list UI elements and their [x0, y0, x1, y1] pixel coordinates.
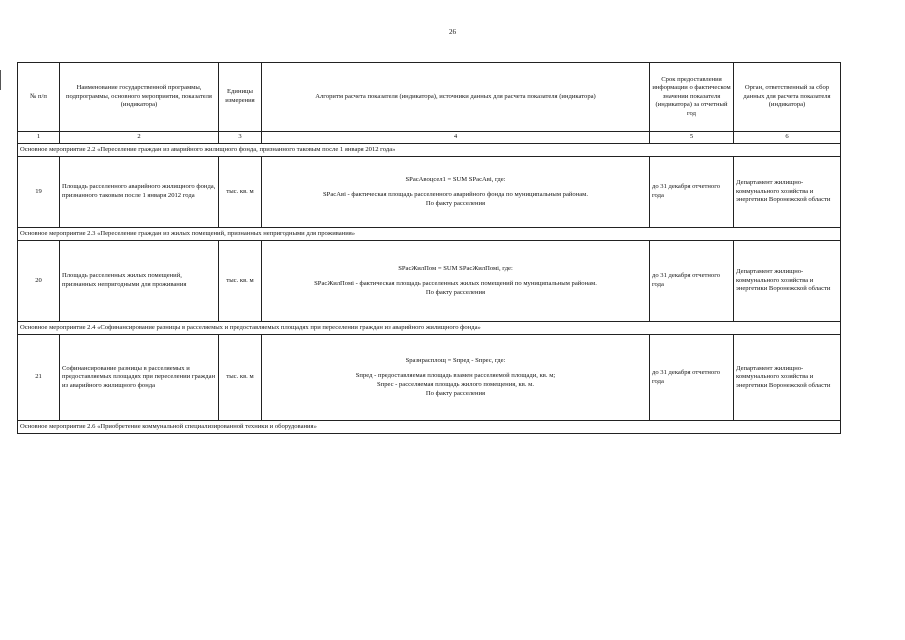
formula-description-2: Sпрес - расселяемая площадь жилого помещения, кв. м. — [377, 381, 534, 388]
header-algorithm: Алгоритм расчета показателя (индикатора), источники данных для расчета показателя (индикатора) — [262, 63, 650, 132]
responsible-org: Департамент жилищно-коммунального хозяйства и энергетики Воронежской области — [734, 241, 841, 322]
section-row — [18, 421, 841, 434]
section-row — [18, 144, 841, 157]
section-row — [18, 228, 841, 241]
column-number: 6 — [734, 132, 841, 144]
header-org: Орган, ответственный за сбор данных для расчета показателя (индикатора) — [734, 63, 841, 132]
algorithm — [262, 335, 650, 421]
column-number: 3 — [219, 132, 262, 144]
row-number: 21 — [18, 335, 60, 421]
algorithm — [262, 241, 650, 322]
column-numbers-row — [18, 132, 841, 144]
section-title-2-4: Основное мероприятие 2.4 «Софинансирование разницы в расселяемых и предоставляемых площадях при переселении граждан из аварийного жилищного фонда» — [18, 322, 841, 335]
unit: тыс. кв. м — [219, 157, 262, 228]
formula: SРасАвоцсел1 = SUM SРасАвi, где: — [405, 175, 506, 183]
margin-mark — [0, 70, 1, 90]
responsible-org: Департамент жилищно-коммунального хозяйства и энергетики Воронежской области — [734, 157, 841, 228]
column-number: 4 — [262, 132, 650, 144]
indicator-name: Площадь расселенного аварийного жилищного фонда, признанного таковым после 1 января 2012 года — [60, 157, 219, 228]
column-number: 1 — [18, 132, 60, 144]
indicators-table — [17, 62, 841, 434]
row-number: 20 — [18, 241, 60, 322]
table-header-row — [18, 63, 841, 132]
data-source: По факту расселения — [425, 288, 486, 296]
page-number: 26 — [449, 28, 456, 36]
column-number: 2 — [60, 132, 219, 144]
section-row — [18, 322, 841, 335]
formula-description: Sпред - предоставляемая площадь взамен расселяемой площади, кв. м; — [355, 372, 556, 380]
unit: тыс. кв. м — [219, 241, 262, 322]
reporting-term: до 31 декабря отчетного года — [650, 157, 734, 228]
row-number: 19 — [18, 157, 60, 228]
reporting-term: до 31 декабря отчетного года — [650, 241, 734, 322]
responsible-org: Департамент жилищно-коммунального хозяйства и энергетики Воронежской области — [734, 335, 841, 421]
formula-description: SРасЖилПомi - фактическая площадь расселенных жилых помещений по муниципальным районам. — [314, 280, 597, 288]
section-title-2-2: Основное мероприятие 2.2 «Переселение граждан из аварийного жилищного фонда, признанного таковым после 1 января 2012 года» — [18, 144, 841, 157]
section-title-2-6: Основное мероприятие 2.6 «Приобретение коммунальной специализированной техники и оборудования» — [18, 421, 841, 434]
header-term: Срок предоставления информации о фактическом значении показателя (индикатора) за отчетный год — [650, 63, 734, 132]
table-row — [18, 157, 841, 228]
unit: тыс. кв. м — [219, 335, 262, 421]
table-row — [18, 241, 841, 322]
header-unit: Единицы измерения — [219, 63, 262, 132]
section-title-2-3: Основное мероприятие 2.3 «Переселение граждан из жилых помещений, признанных непригодными для проживания» — [18, 228, 841, 241]
indicator-name: Софинансирование разницы в расселяемых и предоставляемых площадях при переселении граждан из аварийного жилищного фонда — [60, 335, 219, 421]
column-number: 5 — [650, 132, 734, 144]
header-num: № п/п — [18, 63, 60, 132]
formula: Sразнрасплощ = Sпред - Sпрес, где: — [405, 356, 506, 364]
data-source: По факту расселения — [425, 389, 486, 397]
indicator-name: Площадь расселенных жилых помещений, признанных непригодными для проживания — [60, 241, 219, 322]
formula-description: SРасАвi - фактическая площадь расселенного аварийного фонда по муниципальным районам. — [323, 191, 588, 199]
reporting-term: до 31 декабря отчетного года — [650, 335, 734, 421]
data-source: По факту расселения — [425, 199, 486, 207]
table-row — [18, 335, 841, 421]
formula: SРасЖилПом = SUM SРасЖилПомi, где: — [398, 264, 513, 272]
header-name: Наименование государственной программы, подпрограммы, основного мероприятия, показателя (индикатора) — [60, 63, 219, 132]
algorithm — [262, 157, 650, 228]
